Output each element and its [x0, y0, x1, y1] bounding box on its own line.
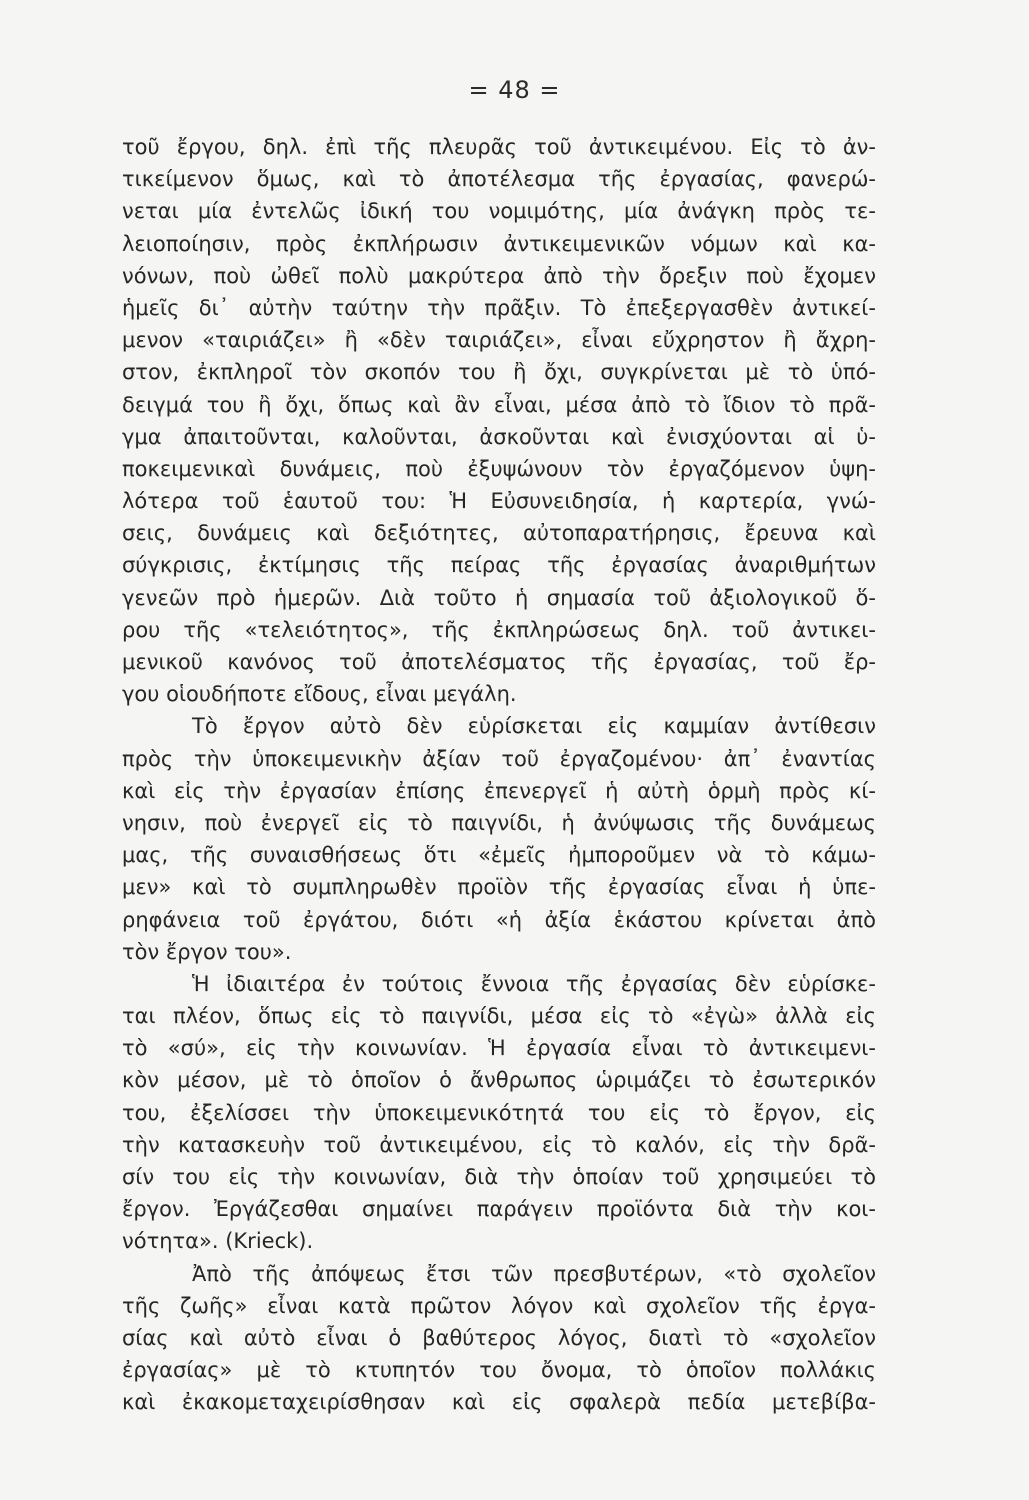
text-line: νεται μία ἐντελῶς ἰδική του νομιμότης, μία ἀνάγκη πρὸς τε-: [122, 199, 876, 224]
text-line: σίν του εἰς τὴν κοινωνίαν, διὰ τὴν ὁποίαν τοῦ χρησιμεύει τὸ: [122, 1165, 876, 1189]
text-line: τοῦ ἔργου, δηλ. ἐπὶ τῆς πλευρᾶς τοῦ ἀντικειμένου. Εἰς τὸ ἀν-: [122, 135, 876, 159]
text-line: τὸ «σύ», εἰς τὴν κοινωνίαν. Ἡ ἐργασία εἶναι τὸ ἀντικειμενι-: [122, 1036, 876, 1061]
text-line: νότητα». (Krieck).: [122, 1229, 314, 1254]
text-line: τῆς ζωῆς» εἶναι κατὰ πρῶτον λόγον καὶ σχολεῖον τῆς ἐργα-: [122, 1293, 876, 1318]
text-line: ρηφάνεια τοῦ ἐργάτου, διότι «ἡ ἀξία ἑκάστου κρίνεται ἀπὸ: [122, 907, 876, 932]
text-line: ρου τῆς «τελειότητος», τῆς ἐκπληρώσεως δηλ. τοῦ ἀντικει-: [122, 617, 876, 642]
text-line: μεν» καὶ τὸ συμπληρωθὲν προϊὸν τῆς ἐργασίας εἶναι ἡ ὑπε-: [122, 875, 876, 900]
text-line: ἐργασίας» μὲ τὸ κτυπητόν του ὄνομα, τὸ ὁποῖον πολλάκις: [122, 1358, 876, 1383]
text-line: γου οἱουδήποτε εἴδους, εἶναι μεγάλη.: [122, 682, 517, 707]
text-line: δειγμά του ἢ ὄχι, ὅπως καὶ ἂν εἶναι, μέσα ἀπὸ τὸ ἴδιον τὸ πρᾶ-: [122, 392, 876, 417]
text-line: νόνων, ποὺ ὠθεῖ πολὺ μακρύτερα ἀπὸ τὴν ὄρεξιν ποὺ ἔχομεν: [122, 263, 876, 288]
text-line: σύγκρισις, ἐκτίμησις τῆς πείρας τῆς ἐργασίας ἀναριθμήτων: [122, 553, 876, 578]
text-line: ἡμεῖς δι᾿ αὐτὴν ταύτην τὴν πρᾶξιν. Τὸ ἐπεξεργασθὲν ἀντικεί-: [122, 295, 876, 320]
text-line: Τὸ ἔργον αὐτὸ δὲν εὑρίσκεται εἰς καμμίαν ἀντίθεσιν: [192, 714, 876, 739]
text-line: σίας καὶ αὐτὸ εἶναι ὁ βαθύτερος λόγος, διατὶ τὸ «σχολεῖον: [122, 1325, 876, 1350]
text-line: Ἀπὸ τῆς ἀπόψεως ἔτσι τῶν πρεσβυτέρων, «τὸ σχολεῖον: [192, 1261, 876, 1286]
text-line: τὸν ἔργον του».: [122, 939, 292, 964]
text-line: λότερα τοῦ ἑαυτοῦ του: Ἡ Εὐσυνειδησία, ἡ καρτερία, γνώ-: [122, 489, 876, 514]
text-line: γενεῶν πρὸ ἡμερῶν. Διὰ τοῦτο ἡ σημασία τοῦ ἀξιολογικοῦ ὅ-: [122, 585, 876, 610]
text-line: μενον «ταιριάζει» ἢ «δὲν ταιριάζει», εἶναι εὔχρηστον ἢ ἄχρη-: [122, 328, 876, 353]
text-line: ἔργον. Ἐργάζεσθαι σημαίνει παράγειν προϊόντα διὰ τὴν κοι-: [122, 1197, 876, 1222]
text-line: μας, τῆς συναισθήσεως ὅτι «ἐμεῖς ἠμποροῦμεν νὰ τὸ κάμω-: [122, 843, 876, 868]
text-line: στον, ἐκπληροῖ τὸν σκοπόν του ἢ ὄχι, συγκρίνεται μὲ τὸ ὑπό-: [122, 360, 876, 385]
text-line: ται πλέον, ὅπως εἰς τὸ παιγνίδι, μέσα εἰς τὸ «ἐγὼ» ἀλλὰ εἰς: [122, 1004, 876, 1029]
text-line: λειοποίησιν, πρὸς ἐκπλήρωσιν ἀντικειμενικῶν νόμων καὶ κα-: [122, 231, 876, 256]
text-line: γμα ἀπαιτοῦνται, καλοῦνται, ἀσκοῦνται καὶ ἐνισχύονται αἱ ὑ-: [122, 424, 876, 449]
text-line: καὶ ἐκακομεταχειρίσθησαν καὶ εἰς σφαλερὰ πεδία μετεβίβα-: [122, 1390, 876, 1415]
text-line: καὶ εἰς τὴν ἐργασίαν ἐπίσης ἐπενεργεῖ ἡ αὐτὴ ὁρμὴ πρὸς κί-: [122, 778, 876, 803]
text-line: μενικοῦ κανόνος τοῦ ἀποτελέσματος τῆς ἐργασίας, τοῦ ἔρ-: [122, 650, 876, 674]
text-line: νησιν, ποὺ ἐνεργεῖ εἰς τὸ παιγνίδι, ἡ ἀνύψωσις τῆς δυνάμεως: [122, 810, 876, 835]
text-line: τὴν κατασκευὴν τοῦ ἀντικειμένου, εἰς τὸ καλόν, εἰς τὴν δρᾶ-: [122, 1132, 876, 1157]
text-line: σεις, δυνάμεις καὶ δεξιότητες, αὐτοπαρατήρησις, ἔρευνα καὶ: [122, 521, 876, 546]
text-line: κὸν μέσον, μὲ τὸ ὁποῖον ὁ ἄνθρωπος ὡριμάζει τὸ ἐσωτερικόν: [122, 1068, 876, 1093]
text-line: του, ἐξελίσσει τὴν ὑποκειμενικότητά του εἰς τὸ ἔργον, εἰς: [122, 1100, 876, 1125]
text-line: πρὸς τὴν ὑποκειμενικὴν ἀξίαν τοῦ ἐργαζομένου· ἀπ᾿ ἐναντίας: [122, 746, 876, 771]
text-line: τικείμενον ὅμως, καὶ τὸ ἀποτέλεσμα τῆς ἐργασίας, φανερώ-: [122, 167, 876, 192]
page-number: = 48 =: [468, 76, 561, 104]
text-line: Ἡ ἰδιαιτέρα ἐν τούτοις ἔννοια τῆς ἐργασίας δὲν εὑρίσκε-: [192, 971, 876, 996]
body-text: [122, 131, 876, 1419]
text-line: ποκειμενικαὶ δυνάμεις, ποὺ ἐξυψώνουν τὸν ἐργαζόμενον ὑψη-: [122, 456, 876, 481]
